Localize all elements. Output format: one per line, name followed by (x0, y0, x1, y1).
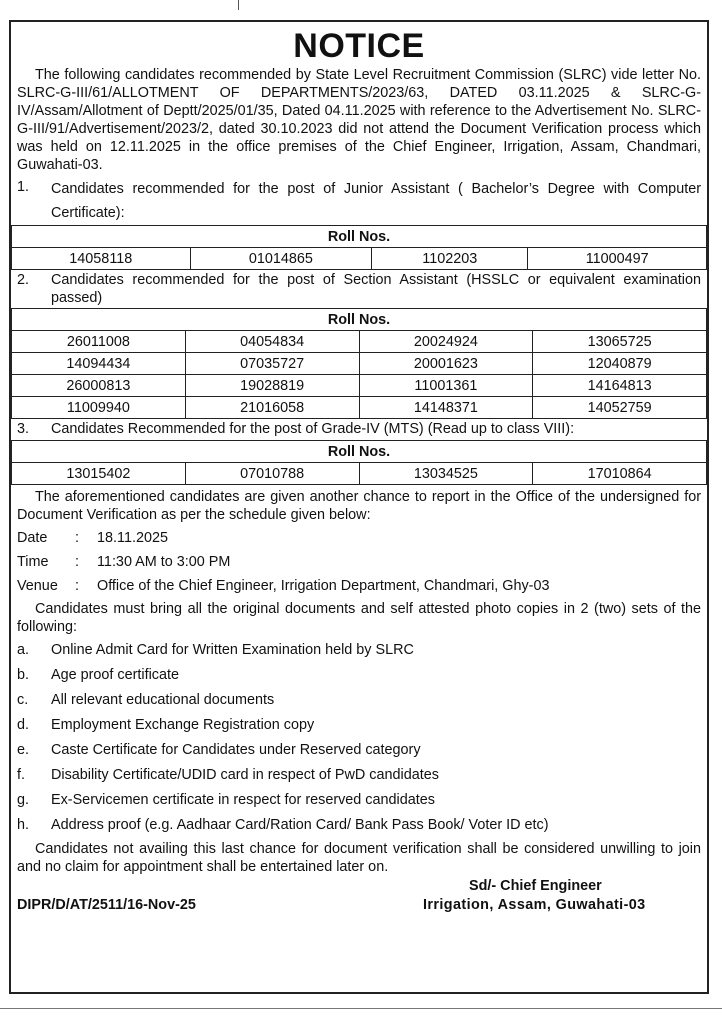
schedule-label: Venue (17, 578, 58, 594)
list-item: a. Online Admit Card for Written Examination held by SLRC (17, 642, 414, 658)
section-text: Candidates recommended for the post of Junior Assistant ( Bachelor’s Degree with Computer Certificate): (51, 181, 701, 221)
roll-cell: 21016058 (185, 397, 359, 419)
roll-cell: 11009940 (12, 397, 186, 419)
signature-line-1: Sd/- Chief Engineer (469, 878, 602, 894)
schedule-colon: : (75, 530, 79, 546)
schedule-value: Office of the Chief Engineer, Irrigation Department, Chandmari, Ghy-03 (97, 578, 550, 594)
section-2 (17, 270, 701, 308)
section-number: 3. (17, 421, 30, 437)
schedule-time (17, 550, 701, 574)
table-row (12, 375, 707, 397)
notice-title: NOTICE (293, 27, 425, 65)
table-row (12, 331, 707, 353)
roll-cell: 13034525 (359, 463, 533, 485)
roll-header: Roll Nos. (12, 309, 707, 331)
table-row (12, 353, 707, 375)
roll-cell: 26011008 (12, 331, 186, 353)
documents-intro: Candidates must bring all the original documents and self attested photo copies in 2 (two) sets of the following: (17, 601, 701, 635)
list-item: d. Employment Exchange Registration copy (17, 717, 315, 733)
roll-cell: 14052759 (533, 397, 707, 419)
roll-cell: 12040879 (533, 353, 707, 375)
roll-table-grade-iv (11, 440, 707, 485)
list-item: h. Address proof (e.g. Aadhaar Card/Ration Card/ Bank Pass Book/ Voter ID etc) (17, 817, 549, 833)
schedule-label: Time (17, 554, 49, 570)
section-1 (17, 177, 701, 225)
reference-number: DIPR/D/AT/2511/16-Nov-25 (17, 897, 196, 913)
roll-cell: 26000813 (12, 375, 186, 397)
schedule-value: 18.11.2025 (97, 530, 168, 546)
section-3 (17, 419, 701, 440)
list-item: g. Ex-Servicemen certificate in respect for reserved candidates (17, 792, 435, 808)
roll-cell: 04054834 (185, 331, 359, 353)
roll-cell: 14148371 (359, 397, 533, 419)
signature-block (17, 876, 701, 916)
roll-cell: 14164813 (533, 375, 707, 397)
chance-paragraph: The aforementioned candidates are given another chance to report in the Office of the undersigned for Document Verification as per the schedule given below: (17, 489, 701, 523)
schedule-venue (17, 574, 701, 598)
section-number: 1. (17, 179, 30, 195)
roll-cell: 17010864 (533, 463, 707, 485)
list-item: e. Caste Certificate for Candidates under Reserved category (17, 742, 421, 758)
list-item: c. All relevant educational documents (17, 692, 275, 708)
section-text: Candidates recommended for the post of Section Assistant (HSSLC or equivalent examination passed) (51, 272, 701, 306)
list-item: f. Disability Certificate/UDID card in respect of PwD candidates (17, 767, 439, 783)
list-item: b. Age proof certificate (17, 667, 179, 683)
schedule-value: 11:30 AM to 3:00 PM (97, 554, 231, 570)
table-row (12, 463, 707, 485)
schedule-colon: : (75, 578, 79, 594)
roll-cell: 01014865 (190, 248, 372, 270)
intro-paragraph: The following candidates recommended by State Level Recruitment Commission (SLRC) vide letter No. SLRC-G-III/61/ALLOTMENT OF DEPARTMENTS/2023/63, DATED 03.11.2025 & SLRC-G-IV/Assam/Allotment of Deptt/2025/01/35, Dated 04.11.2025 with reference to the Advertisement No. SLRC-G-III/91/Advertisement/2023/2, dated 30.10.2023 did not attend the Document Verification process which was held on 12.11.2025 in the office premises of the Chief Engineer, Irrigation, Assam, Chandmari, Guwahati-03. (17, 67, 701, 173)
roll-cell: 14094434 (12, 353, 186, 375)
documents-list (11, 638, 707, 838)
signature-line-2: Irrigation, Assam, Guwahati-03 (423, 897, 646, 913)
roll-cell: 13065725 (533, 331, 707, 353)
roll-cell: 07010788 (185, 463, 359, 485)
section-text: Candidates Recommended for the post of Grade-IV (MTS) (Read up to class VIII): (51, 421, 575, 437)
roll-cell: 14058118 (12, 248, 191, 270)
roll-cell: 11000497 (528, 248, 707, 270)
table-row (12, 248, 707, 270)
notice-box (9, 20, 709, 994)
schedule (11, 526, 707, 598)
table-row (12, 397, 707, 419)
schedule-label: Date (17, 530, 48, 546)
roll-table-section-assistant (11, 308, 707, 419)
roll-table-junior-assistant (11, 225, 707, 270)
roll-cell: 19028819 (185, 375, 359, 397)
closing-paragraph: Candidates not availing this last chance for document verification shall be considered unwilling to join and no claim for appointment shall be entertained later on. (17, 841, 701, 875)
page-top-edge (0, 0, 722, 10)
roll-header: Roll Nos. (12, 441, 707, 463)
schedule-colon: : (75, 554, 79, 570)
roll-cell: 07035727 (185, 353, 359, 375)
roll-cell: 1102203 (372, 248, 528, 270)
roll-cell: 13015402 (12, 463, 186, 485)
page-bottom-edge (0, 1008, 722, 1009)
roll-header: Roll Nos. (12, 226, 707, 248)
schedule-date (17, 526, 701, 550)
section-number: 2. (17, 272, 30, 288)
roll-cell: 20001623 (359, 353, 533, 375)
roll-cell: 11001361 (359, 375, 533, 397)
roll-cell: 20024924 (359, 331, 533, 353)
